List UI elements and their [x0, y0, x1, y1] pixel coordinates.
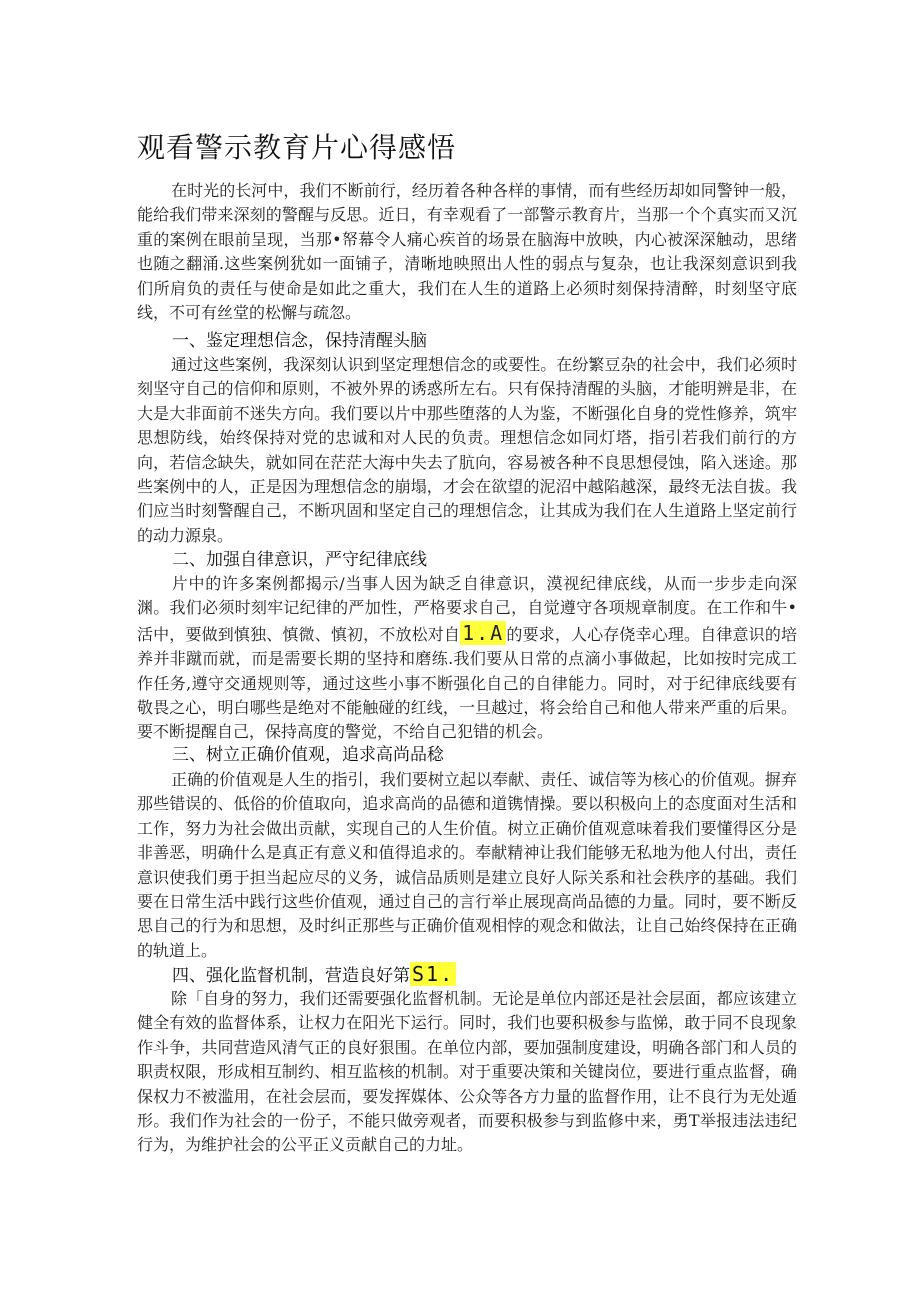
- section-2-text-a: 片中的许多案例都揭示/当事人因为缺乏自律意识，漠视纪律底线，从而一步步走向深渊。我们必须时刻牢记纪律的严加性，严格要求自己，自觉遵守各项规章制度。在工作和牛•活中，要做到慎独、慎微、慎初，不放松对自: [137, 574, 797, 644]
- intro-paragraph: [137, 179, 797, 325]
- section-1-paragraph: [137, 353, 797, 548]
- section-4-paragraph: [137, 987, 797, 1158]
- section-3-heading: 三、树立正确价值观，追求高尚品稔: [172, 745, 444, 765]
- section-3-text: 正确的价值观是人生的指引，我们要树立起以奉献、责任、诚信等为核心的价值观。摒弃那些错误的、低俗的价值取向，追求高尚的品德和道镌情操。要以积极向上的态度面对生活和工作，努力为社会做出贡献，实现自己的人生价值。树立正确价值观意味着我们要懂得区分是非善恶，明确什么是真正有意义和值得追求的。奉献精神让我们能够无私地为他人付出，责任意识使我们勇于担当起应尽的义务，诚信品质则是建立良好人际关系和社会秩序的基础。我们要在日常生活中践行这些价值观，通过自己的言行举止展现高尚品德的力量。同时，要不断反思自己的行为和思想，及时纠正那些与正确价值观相悖的观念和做法，让自己始终保持在正确的轨道上。: [137, 770, 797, 960]
- section-1-heading: 一、鉴定理想信念，保持清醒头脑: [172, 331, 427, 351]
- section-2-paragraph: [137, 572, 797, 745]
- section-4-heading: [172, 962, 812, 988]
- highlight-marker: S1.: [412, 962, 455, 986]
- section-4-heading-text: 四、强化监督机制，营造良好第: [172, 966, 410, 986]
- intro-text: 在时光的长河中，我们不断前行，经历着各种各样的事情，而有些经历却如同警钟一般，能给我们带来深刻的警醒与反思。近日，有幸观看了一部警示教育片，当那一个个真实而又沉重的案例在眼前呈现，当那•帑幕令人痛心疾首的场景在脑海中放映，内心被深深触动，思绪也随之翻涌.这些案例犹如一面铺子，清晰地映照出人性的弱点与复杂，也让我深刻意识到我们所肩负的责任与使命是如此之重大，我们在人生的道路上必须时刻保持清醉，时刻坚守底线，不可有丝堂的松懈与疏忽。: [137, 181, 797, 323]
- section-1-text: 通过这些案例，我深刻认识到坚定理想信念的或要性。在纷繁豆杂的社会中，我们必须时刻坚守自己的信仰和原则，不被外界的诱惑所左右。只有保持清醒的头脑，才能明辨是非，在大是大非面前不迷失方向。我们要以片中那些堕落的人为鉴，不断强化自身的党性修养，筑牢思想防线，始终保持对党的忠诚和对人民的负责。理想信念如同灯塔，指引若我们前行的方向，若信念缺失，就如同在茫茫大海中失去了肮向，容易被各种不良思想侵蚀，陷入迷途。那些案例中的人，正是因为理想信念的崩塌，才会在欲望的泥沼中越陷越深，最终无法自拔。我们应当时刻警醒自己，不断巩固和坚定自己的理想信念，让其成为我们在人生道路上坚定前行的动力源泉。: [137, 355, 797, 545]
- highlight-marker: 1.A: [462, 620, 505, 645]
- section-2-heading: 二、加强自律意识，严守纪律底线: [172, 550, 427, 570]
- section-4-text: 除「自身的努力，我们还需要强化监督机制。无论是单位内部还是社会层面，都应该建立健全有效的监督体系，让权力在阳光下运行。同时，我们也要积极参与监悌，敢于同不良现象作斗争，共同营造风清气正的良好狠围。在单位内部，要加强制度建设，明确各部门和人员的职责权限，形成相互制约、相互监核的机制。对于重要决策和关键岗位，要进行重点监督，确保权力不被滥用，在社会层而，要发挥媒体、公众等各方力量的监督作用，让不良行为无处遁形。我们作为社会的一份子，不能只做旁观者，而要积极参与到监修中来，勇T举报违法违纪行为，为维护社会的公平正义贡献自己的力址。: [137, 989, 797, 1155]
- document-title: 观看警示教育片心得感悟: [137, 131, 457, 164]
- section-2-text-b: 的要求，人心存侥幸心理。自律意识的培养并非蹴而就，而是需要长期的坚持和磨练.我们要从日常的点滴小事做起，比如按时完成工作任务,遵守交通规则等，通过这些小事不断强化自己的自律能力。同时，对于纪律底线要有敬畏之心，明白哪些是绝对不能触碰的红线，一旦越过，将会给自己和他人带来严重的后果。要不断提醒自己，保持高度的警觉，不给自己犯错的机会。: [137, 624, 797, 742]
- section-3-paragraph: [137, 768, 797, 963]
